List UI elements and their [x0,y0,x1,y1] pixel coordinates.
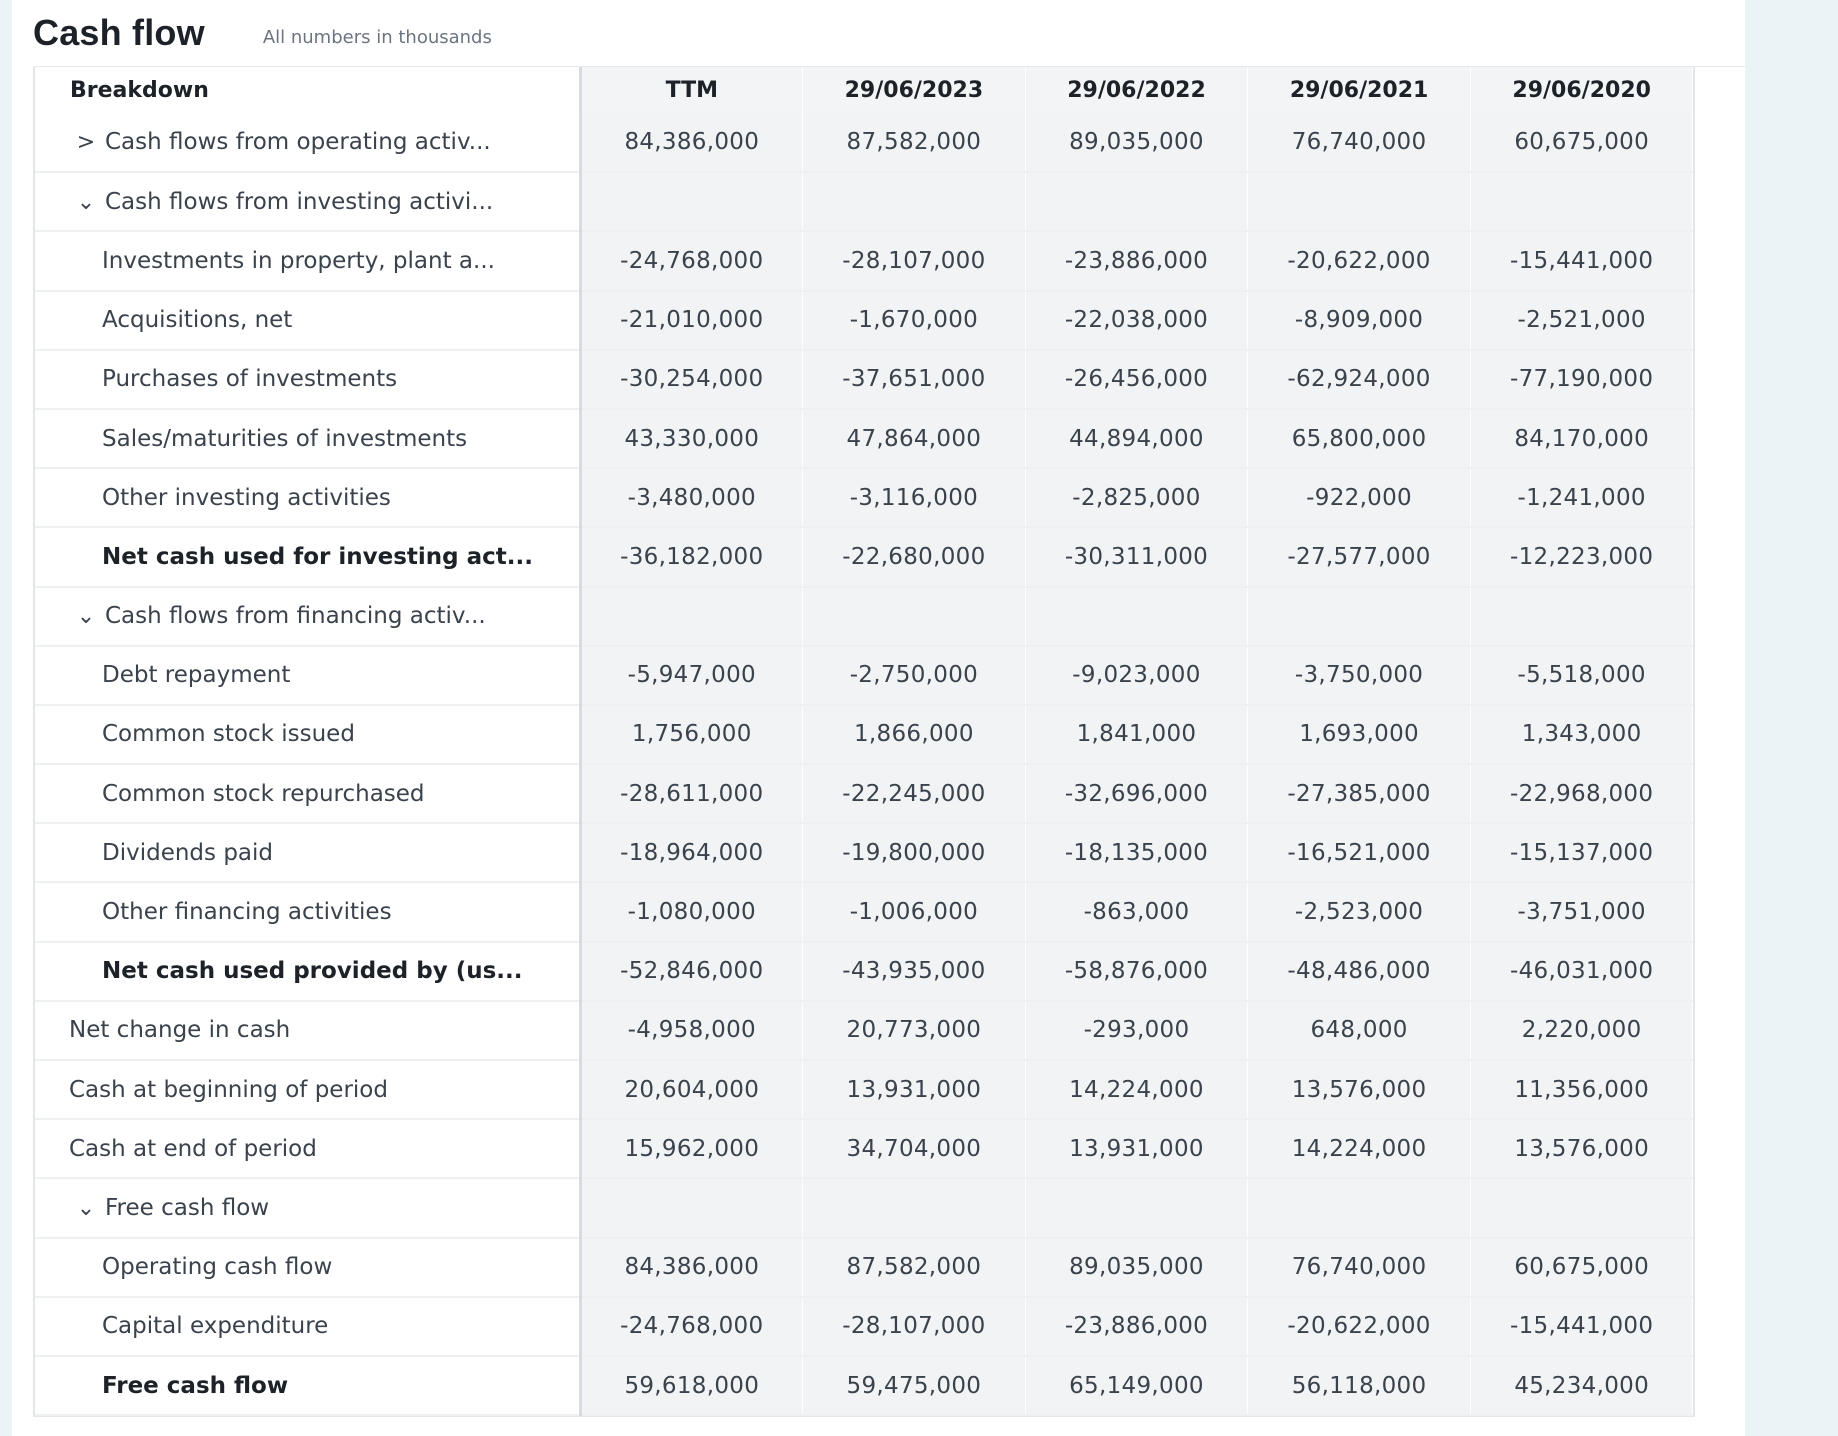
table-cell: -30,311,000 [1025,527,1248,586]
row-label-text: Cash flows from financing activ... [105,603,486,630]
row-label[interactable] [35,113,580,172]
row-label: Purchases of investments [35,350,580,409]
table-row-total [35,1356,1693,1415]
table-cell: -15,441,000 [1470,1297,1693,1356]
table-cell: -293,000 [1025,1001,1248,1060]
table-row [35,291,1693,350]
row-label: Dividends paid [35,823,580,882]
table-cell [1470,172,1693,231]
table-cell: -20,622,000 [1248,231,1471,290]
table-cell: -22,245,000 [803,764,1026,823]
table-cell: -4,958,000 [580,1001,803,1060]
table-cell: -21,010,000 [580,291,803,350]
section-header [33,4,492,62]
row-label-text: Cash flows from investing activi... [105,188,494,215]
table-cell: -27,577,000 [1248,527,1471,586]
column-header-ttm: TTM [580,67,803,113]
row-label: Operating cash flow [35,1238,580,1297]
table-cell: -1,241,000 [1470,468,1693,527]
table-cell: -46,031,000 [1470,942,1693,1001]
table-cell: 87,582,000 [803,113,1026,172]
table-cell: 44,894,000 [1025,409,1248,468]
table-cell: 14,224,000 [1025,1060,1248,1119]
table-row-total [35,527,1693,586]
table-cell: -37,651,000 [803,350,1026,409]
table-cell: -2,523,000 [1248,882,1471,941]
table-cell: -18,135,000 [1025,823,1248,882]
chevron-down-icon[interactable]: ⌄ [76,189,96,215]
table-row [35,1238,1693,1297]
table-cell: -922,000 [1248,468,1471,527]
table-cell: 1,343,000 [1470,705,1693,764]
table-cell: -15,441,000 [1470,231,1693,290]
table-row-free-cash-flow-group[interactable] [35,1178,1693,1237]
table-cell: -28,611,000 [580,764,803,823]
table-cell: 15,962,000 [580,1119,803,1178]
table-cell: -62,924,000 [1248,350,1471,409]
column-header-2020: 29/06/2020 [1470,67,1693,113]
table-cell: -36,182,000 [580,527,803,586]
table-cell: -23,886,000 [1025,1297,1248,1356]
units-note: All numbers in thousands [262,26,492,48]
table-row [35,350,1693,409]
table-cell: 648,000 [1248,1001,1471,1060]
table-cell: -24,768,000 [580,1297,803,1356]
row-label: Sales/maturities of investments [35,409,580,468]
chevron-down-icon[interactable]: ⌄ [76,604,96,630]
table-cell: 65,800,000 [1248,409,1471,468]
table-cell: 76,740,000 [1248,1238,1471,1297]
table-cell: -3,751,000 [1470,882,1693,941]
table-cell [1025,1178,1248,1237]
page-title: Cash flow [33,12,205,53]
table-cell [803,587,1026,646]
row-label: Net change in cash [35,1001,580,1060]
row-label: Other financing activities [35,882,580,941]
table-cell: -3,480,000 [580,468,803,527]
table-cell: -15,137,000 [1470,823,1693,882]
table-cell: -28,107,000 [803,1297,1026,1356]
table-cell [803,172,1026,231]
table-row [35,1119,1693,1178]
table-row [35,1060,1693,1119]
table-cell [1025,172,1248,231]
column-header-2021: 29/06/2021 [1248,67,1471,113]
chevron-down-icon[interactable]: ⌄ [76,1195,96,1221]
table-cell: 13,576,000 [1470,1119,1693,1178]
table-cell: 34,704,000 [803,1119,1026,1178]
table-cell: 1,756,000 [580,705,803,764]
table-cell: -12,223,000 [1470,527,1693,586]
table-cell: -58,876,000 [1025,942,1248,1001]
column-header-2022: 29/06/2022 [1025,67,1248,113]
table-cell: -28,107,000 [803,231,1026,290]
table-cell: 1,841,000 [1025,705,1248,764]
cash-flow-table-container [33,67,1695,1417]
row-label[interactable] [35,172,580,231]
table-row [35,764,1693,823]
cash-flow-table [35,67,1693,1416]
table-cell: 43,330,000 [580,409,803,468]
table-cell: 47,864,000 [803,409,1026,468]
table-row-total [35,942,1693,1001]
table-cell: 89,035,000 [1025,113,1248,172]
row-label[interactable] [35,1178,580,1237]
table-cell: -5,947,000 [580,646,803,705]
table-cell: 1,866,000 [803,705,1026,764]
table-cell: 20,604,000 [580,1060,803,1119]
table-cell: -20,622,000 [1248,1297,1471,1356]
table-cell: -16,521,000 [1248,823,1471,882]
table-cell: -22,038,000 [1025,291,1248,350]
table-cell: 13,931,000 [803,1060,1026,1119]
table-cell: -9,023,000 [1025,646,1248,705]
row-label: Common stock issued [35,705,580,764]
row-label: Common stock repurchased [35,764,580,823]
table-cell: 56,118,000 [1248,1356,1471,1415]
table-cell: 14,224,000 [1248,1119,1471,1178]
table-row [35,1297,1693,1356]
table-cell [803,1178,1026,1237]
row-label: Cash at beginning of period [35,1060,580,1119]
row-label[interactable] [35,587,580,646]
row-label-text: Free cash flow [105,1194,270,1221]
table-header-row [35,67,1693,113]
table-cell: 1,693,000 [1248,705,1471,764]
table-cell: 59,475,000 [803,1356,1026,1415]
table-cell: -8,909,000 [1248,291,1471,350]
table-cell: -32,696,000 [1025,764,1248,823]
table-cell: -52,846,000 [580,942,803,1001]
table-cell: -3,116,000 [803,468,1026,527]
table-row [35,705,1693,764]
row-label: Capital expenditure [35,1297,580,1356]
table-cell: -2,750,000 [803,646,1026,705]
table-cell: 13,576,000 [1248,1060,1471,1119]
table-cell: 2,220,000 [1470,1001,1693,1060]
table-cell [1248,1178,1471,1237]
table-cell: 89,035,000 [1025,1238,1248,1297]
table-cell: -1,670,000 [803,291,1026,350]
table-cell: -2,825,000 [1025,468,1248,527]
table-cell: 84,386,000 [580,113,803,172]
table-cell: -27,385,000 [1248,764,1471,823]
column-header-breakdown: Breakdown [35,67,580,113]
table-cell: -1,080,000 [580,882,803,941]
table-cell: 60,675,000 [1470,1238,1693,1297]
table-cell [580,1178,803,1237]
row-label: Cash at end of period [35,1119,580,1178]
table-cell: 84,386,000 [580,1238,803,1297]
table-row-operating-activities[interactable] [35,113,1693,172]
table-cell [1470,1178,1693,1237]
table-cell: 20,773,000 [803,1001,1026,1060]
table-cell: -2,521,000 [1470,291,1693,350]
table-cell: 45,234,000 [1470,1356,1693,1415]
table-row [35,468,1693,527]
table-cell: -18,964,000 [580,823,803,882]
table-row-investing-activities[interactable] [35,172,1693,231]
row-label: Other investing activities [35,468,580,527]
row-label: Debt repayment [35,646,580,705]
table-cell: -77,190,000 [1470,350,1693,409]
table-cell: 11,356,000 [1470,1060,1693,1119]
table-cell [1248,587,1471,646]
column-header-2023: 29/06/2023 [803,67,1026,113]
table-cell: -3,750,000 [1248,646,1471,705]
table-cell: -19,800,000 [803,823,1026,882]
table-cell: -22,968,000 [1470,764,1693,823]
table-cell: 65,149,000 [1025,1356,1248,1415]
table-cell: -24,768,000 [580,231,803,290]
table-cell [580,172,803,231]
row-label-text: Cash flows from operating activ... [105,129,491,156]
table-cell: 87,582,000 [803,1238,1026,1297]
table-cell: 59,618,000 [580,1356,803,1415]
chevron-right-icon[interactable]: > [76,130,96,156]
table-row [35,646,1693,705]
table-cell: -5,518,000 [1470,646,1693,705]
table-cell [1470,587,1693,646]
table-cell: 60,675,000 [1470,113,1693,172]
table-cell: -48,486,000 [1248,942,1471,1001]
table-cell: -30,254,000 [580,350,803,409]
table-cell: 13,931,000 [1025,1119,1248,1178]
row-label: Investments in property, plant a... [35,231,580,290]
table-cell: -863,000 [1025,882,1248,941]
table-row [35,409,1693,468]
row-label: Net cash used provided by (us... [35,942,580,1001]
table-row [35,823,1693,882]
table-cell: -23,886,000 [1025,231,1248,290]
row-label: Acquisitions, net [35,291,580,350]
table-cell: -22,680,000 [803,527,1026,586]
table-cell: -26,456,000 [1025,350,1248,409]
table-cell [1248,172,1471,231]
table-row [35,231,1693,290]
table-row-financing-activities[interactable] [35,587,1693,646]
table-cell: 76,740,000 [1248,113,1471,172]
row-label: Net cash used for investing act... [35,527,580,586]
table-cell: -43,935,000 [803,942,1026,1001]
table-cell: 84,170,000 [1470,409,1693,468]
table-cell [580,587,803,646]
table-row [35,882,1693,941]
table-row [35,1001,1693,1060]
row-label: Free cash flow [35,1356,580,1415]
table-cell [1025,587,1248,646]
table-cell: -1,006,000 [803,882,1026,941]
